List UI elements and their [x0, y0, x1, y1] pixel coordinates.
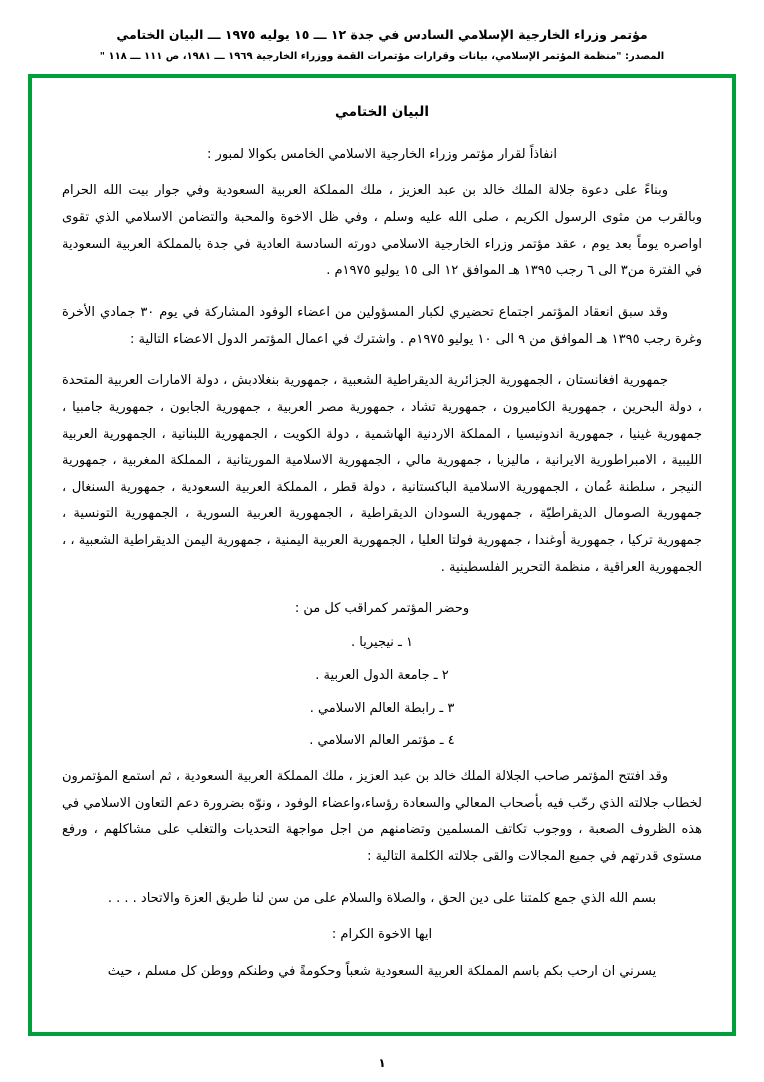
page-number: ١	[378, 1056, 386, 1070]
list-item: ١ ـ نيجيريا .	[351, 635, 413, 650]
header-title: مؤتمر وزراء الخارجية الإسلامي السادس في جدة ١٢ ـــ ١٥ يوليه ١٩٧٥ ـــ البيان الختامي	[116, 27, 648, 42]
paragraph-convocation: وبناءً على دعوة جلالة الملك خالد بن عبد العزيز ، ملك المملكة العربية السعودية وفي جوار بيت الله الحرام وبالقرب من مثوى الرسول الكريم ، صلى الله عليه وسلم ، وفي ظل الاخوة والمحبة والتضامن الاسلامي الذي تقوى اواصره يوماً بعد يوم ، عقد مؤتمر وزراء الخارجية الاسلامي دورته السادسة العادية في جدة بالمملكة العربية السعودية في الفترة من٣ الى ٦ رجب ١٣٩٥ هـ الموافق ١٢ الى ١٥ يوليو ١٩٧٥م .	[62, 183, 702, 279]
page-header	[28, 26, 736, 64]
quote-line-salutation: ايها الاخوة الكرام :	[331, 927, 433, 943]
quote-line-welcome: يسرني ان ارحب بكم باسم المملكة العربية السعودية شعباً وحكومةً في وطنكم ووطن كل مسلم ، حيث	[107, 964, 657, 980]
document-frame	[28, 74, 736, 1036]
paragraph-intro: انفاذاً لقرار مؤتمر وزراء الخارجية الاسلامي الخامس بكوالا لمبور :	[207, 146, 557, 162]
list-item: ٣ ـ رابطة العالم الاسلامي .	[309, 700, 455, 716]
paragraph-preparatory-meeting: وقد سبق انعقاد المؤتمر اجتماع تحضيري لكبار المسؤولين من اعضاء الوفود المشاركة في يوم ٣٠ جمادي الأخرة وغرة رجب ١٣٩٥ هـ الموافق من ٩ الى ١٠ يوليو ١٩٧٥م . واشترك في اعمال المؤتمر الدول الاعضاء التالية :	[62, 304, 702, 347]
quote-line-basmala: بسم الله الذي جمع كلمتنا على دين الحق ، والصلاة والسلام على من سن لنا طريق العزة والاتحاد . . . .	[107, 890, 657, 906]
document-title: البيان الختامي	[334, 103, 430, 120]
list-item: ٢ ـ جامعة الدول العربية .	[315, 667, 449, 683]
paragraph-opening-speech: وقد افتتح المؤتمر صاحب الجلالة الملك خالد بن عبد العزيز ، ملك المملكة العربية السعودية ، ثم استمع المؤتمرون لخطاب جلالته الذي رحّب فيه بأصحاب المعالي والسعادة رؤساء،واعضاء الوفود ، ونوّه بضرورة دعم التعاون الاسلامي في هذه الظروف الصعبة ، ووجوب تكاتف المسلمين وتضامنهم من اجل مواجهة التحديات والتغلب على مشاكلهم ، ورفع مستوى قدرتهم في جميع المجالات والقى جلالته الكلمة التالية :	[62, 769, 702, 865]
paragraph-member-states: جمهورية افغانستان ، الجمهورية الجزائرية الديقراطية الشعبية ، جمهورية بنغلادبش ، دولة الامارات العربية المتحدة ، دولة البحرين ، جمهورية الكاميرون ، جمهورية تشاد ، جمهورية مصر العربية ، جمهورية الجابون ، جمهورية جامبيا ، جمهورية غينيا ، جمهورية اندونيسيا ، المملكة الاردنية الهاشمية ، دولة الكويت ، الجمهورية اللبنانية ، الجمهورية العربية الليبية ، الامبراطورية الايرانية ، ماليزيا ، جمهورية مالي ، الجمهورية الاسلامية الموريتانية ، المملكة المغربية ، جمهورية النيجر ، سلطنة عُمان ، الجمهورية الاسلامية الباكستانية ، دولة قطر ، المملكة العربية السعودية ، جمهورية السنغال ، جمهورية الصومال الديقراطيّة ، جمهورية السودان الديقراطية ، الجمهورية العربية السورية ، الجمهورية التونسية ، جمهورية تركيا ، جمهورية أوغندا ، جمهورية فولتا العليا ، الجمهورية العربية اليمنية ، جمهورية اليمن الديقراطية الشعبية ، ، الجمهورية العراقية ، منظمة التحرير الفلسطينية .	[62, 373, 702, 575]
list-item: ٤ ـ مؤتمر العالم الاسلامي .	[309, 733, 455, 749]
header-source: المصدر: "منظمة المؤتمر الإسلامي، بيانات وقرارات مؤتمرات القمة ووزراء الخارجية ١٩٦٩ ـــ ١٩٨١، ص ١١١ ـــ ١١٨ "	[99, 50, 665, 62]
paragraph-observers-intro: وحضر المؤتمر كمراقب كل من :	[294, 601, 470, 617]
